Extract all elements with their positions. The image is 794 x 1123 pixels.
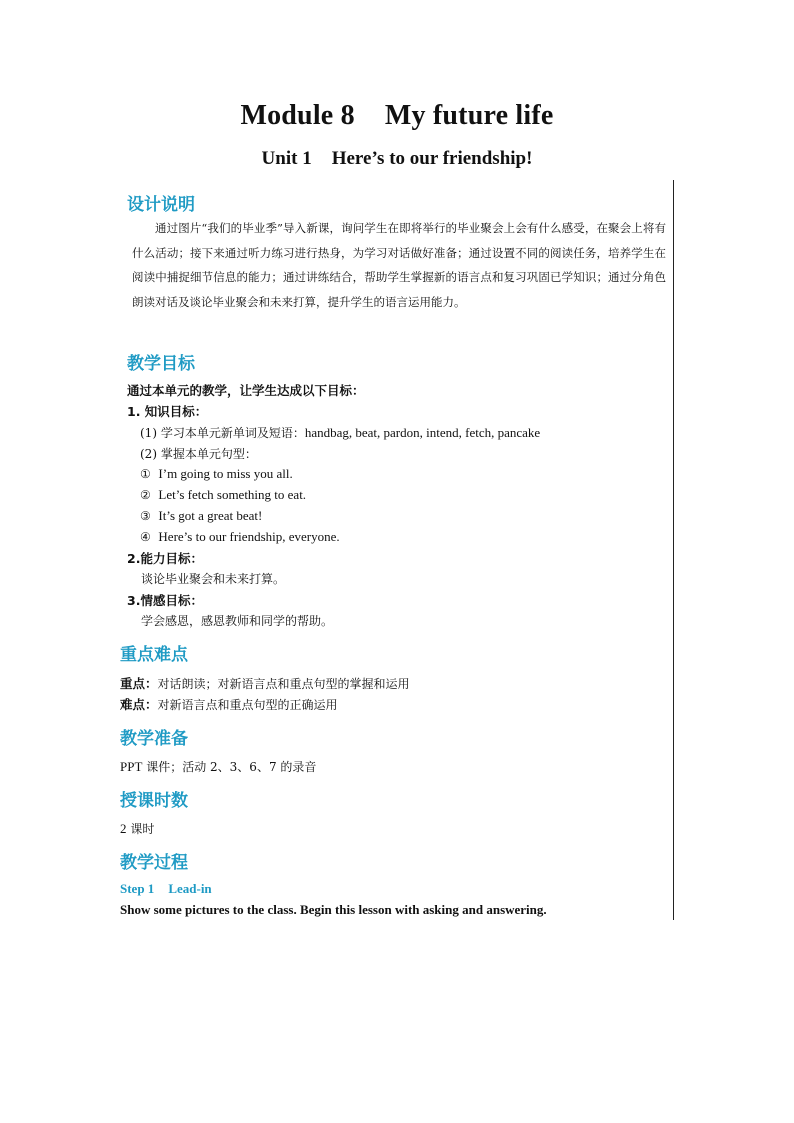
ability-text: 谈论毕业聚会和未来打算。 xyxy=(141,572,286,586)
key-point: 重点：对话朗读；对新语言点和重点句型的掌握和运用 xyxy=(120,676,410,691)
ability-label: 2.能力目标： xyxy=(127,551,203,566)
prep-text: PPT 课件；活动 2、3、6、7 的录音 xyxy=(120,759,317,774)
objectives-heading: 教学目标 xyxy=(127,354,195,374)
knowledge-label: 1. 知识目标： xyxy=(127,404,208,419)
step-title: Step 1 Lead-in xyxy=(120,881,212,896)
process-heading: 教学过程 xyxy=(120,853,188,873)
emotion-text: 学会感恩，感恩教师和同学的帮助。 xyxy=(141,614,334,628)
sentence-item: ② Let’s fetch something to eat. xyxy=(140,487,307,502)
margin-rule xyxy=(673,180,674,920)
step-text: Show some pictures to the class. Begin this lesson with asking and answering. xyxy=(120,902,547,917)
sentence-item: ① I’m going to miss you all. xyxy=(140,466,293,481)
prep-heading: 教学准备 xyxy=(120,729,188,749)
hours-text: 2 课时 xyxy=(120,821,155,836)
vocab-line: (1) 学习本单元新单词及短语：handbag, beat, pardon, intend, fetch, pancake xyxy=(140,425,541,440)
design-paragraph: 通过图片“我们的毕业季”导入新课，询问学生在即将举行的毕业聚会上会有什么感受，在聚会上将有什么活动；接下来通过听力练习进行热身，为学习对话做好准备；通过设置不同的阅读任务，培养学生在阅读中捕捉细节信息的能力；通过讲练结合，帮助学生掌握新的语言点和复习巩固已学知识；通过分角色朗读对话及谈论毕业聚会和未来打算，提升学生的语言运用能力。 xyxy=(132,221,666,309)
sentence-item: ③ It’s got a great beat! xyxy=(140,508,263,523)
unit-title: Unit 1 Here’s to our friendship! xyxy=(261,148,533,169)
objectives-intro: 通过本单元的教学，让学生达成以下目标： xyxy=(127,383,365,398)
design-heading: 设计说明 xyxy=(127,195,195,215)
hours-heading: 授课时数 xyxy=(120,791,188,811)
emotion-label: 3.情感目标： xyxy=(127,593,203,608)
sentence-label: (2) 掌握本单元句型： xyxy=(140,447,257,461)
difficult-point: 难点：对新语言点和重点句型的正确运用 xyxy=(120,697,338,712)
keypoints-heading: 重点难点 xyxy=(120,645,188,665)
sentence-item: ④ Here’s to our friendship, everyone. xyxy=(140,529,340,544)
module-title: Module 8 My future life xyxy=(240,100,554,131)
